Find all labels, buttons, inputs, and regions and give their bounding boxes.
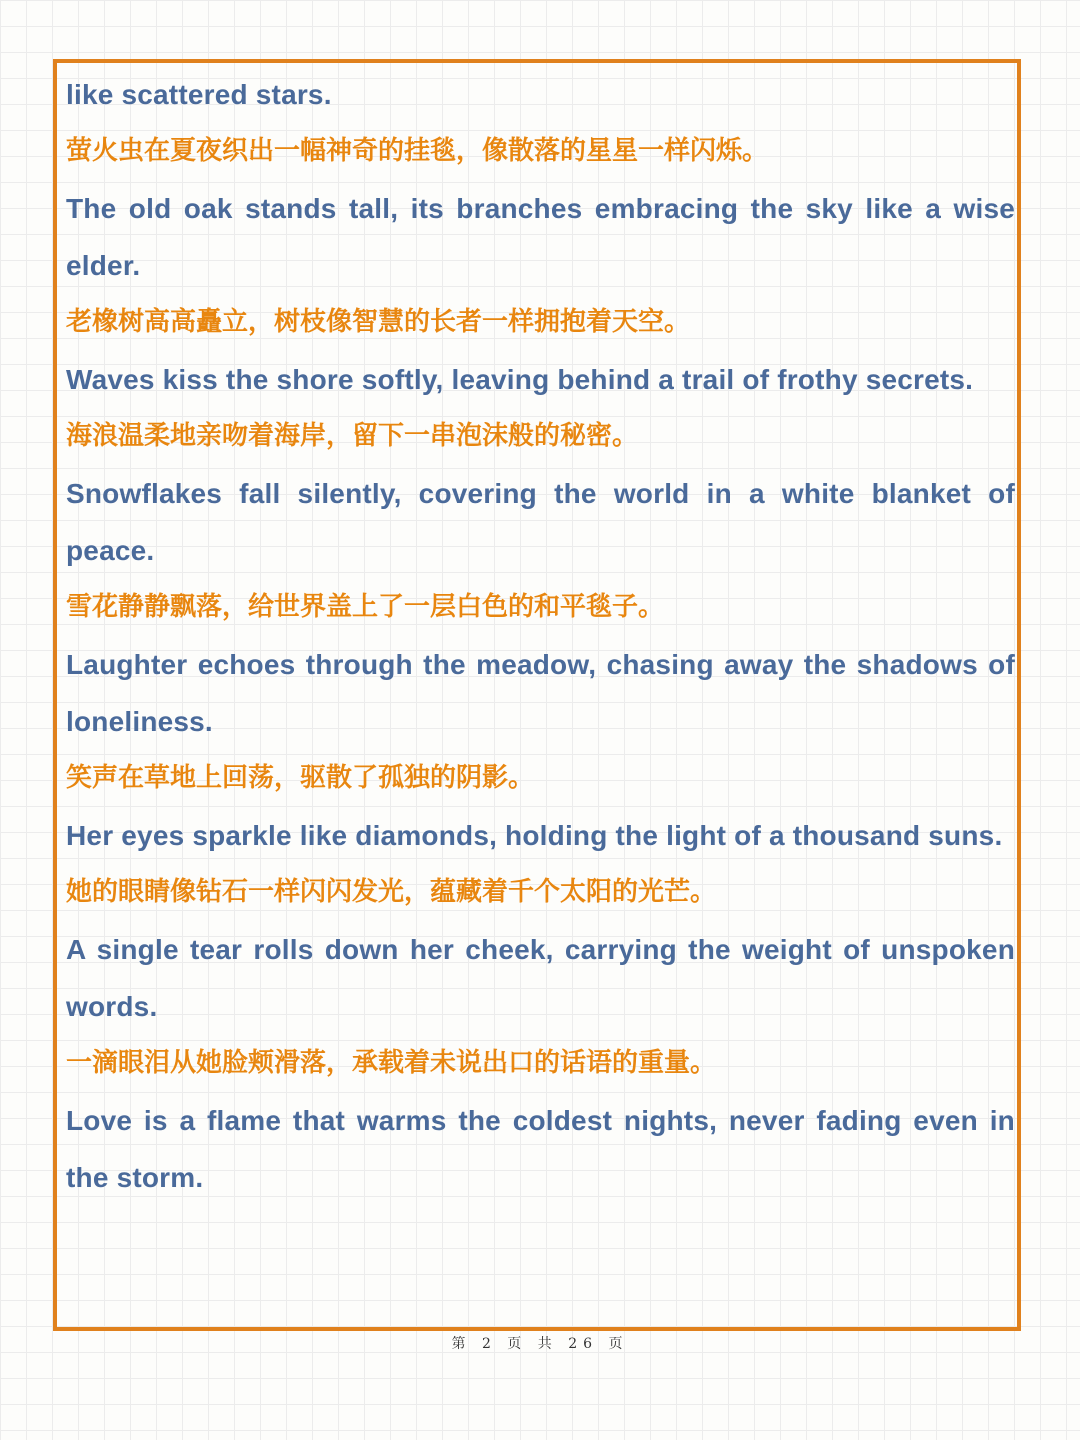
english-sentence: Snowflakes fall silently, covering the world in a white blanket of peace. bbox=[66, 478, 1015, 566]
english-sentence: Love is a flame that warms the coldest nights, never fading even in the storm. bbox=[66, 1105, 1015, 1193]
chinese-translation: 老橡树高高矗立，树枝像智慧的长者一样拥抱着天空。 bbox=[66, 307, 691, 337]
chinese-translation: 海浪温柔地亲吻着海岸，留下一串泡沫般的秘密。 bbox=[66, 421, 639, 451]
english-sentence: Waves kiss the shore softly, leaving behind a trail of frothy secrets. bbox=[66, 364, 974, 395]
english-sentence: Her eyes sparkle like diamonds, holding the light of a thousand suns. bbox=[66, 820, 1003, 851]
chinese-translation: 她的眼睛像钻石一样闪闪发光，蕴藏着千个太阳的光芒。 bbox=[66, 877, 717, 907]
chinese-translation: 一滴眼泪从她脸颊滑落，承载着未说出口的话语的重量。 bbox=[66, 1048, 717, 1078]
chinese-translation: 笑声在草地上回荡，驱散了孤独的阴影。 bbox=[66, 763, 535, 793]
english-sentence: The old oak stands tall, its branches embracing the sky like a wise elder. bbox=[66, 193, 1015, 281]
english-sentence: A single tear rolls down her cheek, carrying the weight of unspoken words. bbox=[66, 934, 1015, 1022]
page-number-footer: 第 2 页 共 26 页 bbox=[451, 1336, 629, 1352]
chinese-translation: 雪花静静飘落，给世界盖上了一层白色的和平毯子。 bbox=[66, 592, 665, 622]
english-sentence: Laughter echoes through the meadow, chasing away the shadows of loneliness. bbox=[66, 649, 1015, 737]
chinese-translation: 萤火虫在夏夜织出一幅神奇的挂毯，像散落的星星一样闪烁。 bbox=[66, 136, 769, 166]
sentence-list bbox=[66, 66, 1015, 1206]
english-sentence: like scattered stars. bbox=[66, 79, 332, 110]
